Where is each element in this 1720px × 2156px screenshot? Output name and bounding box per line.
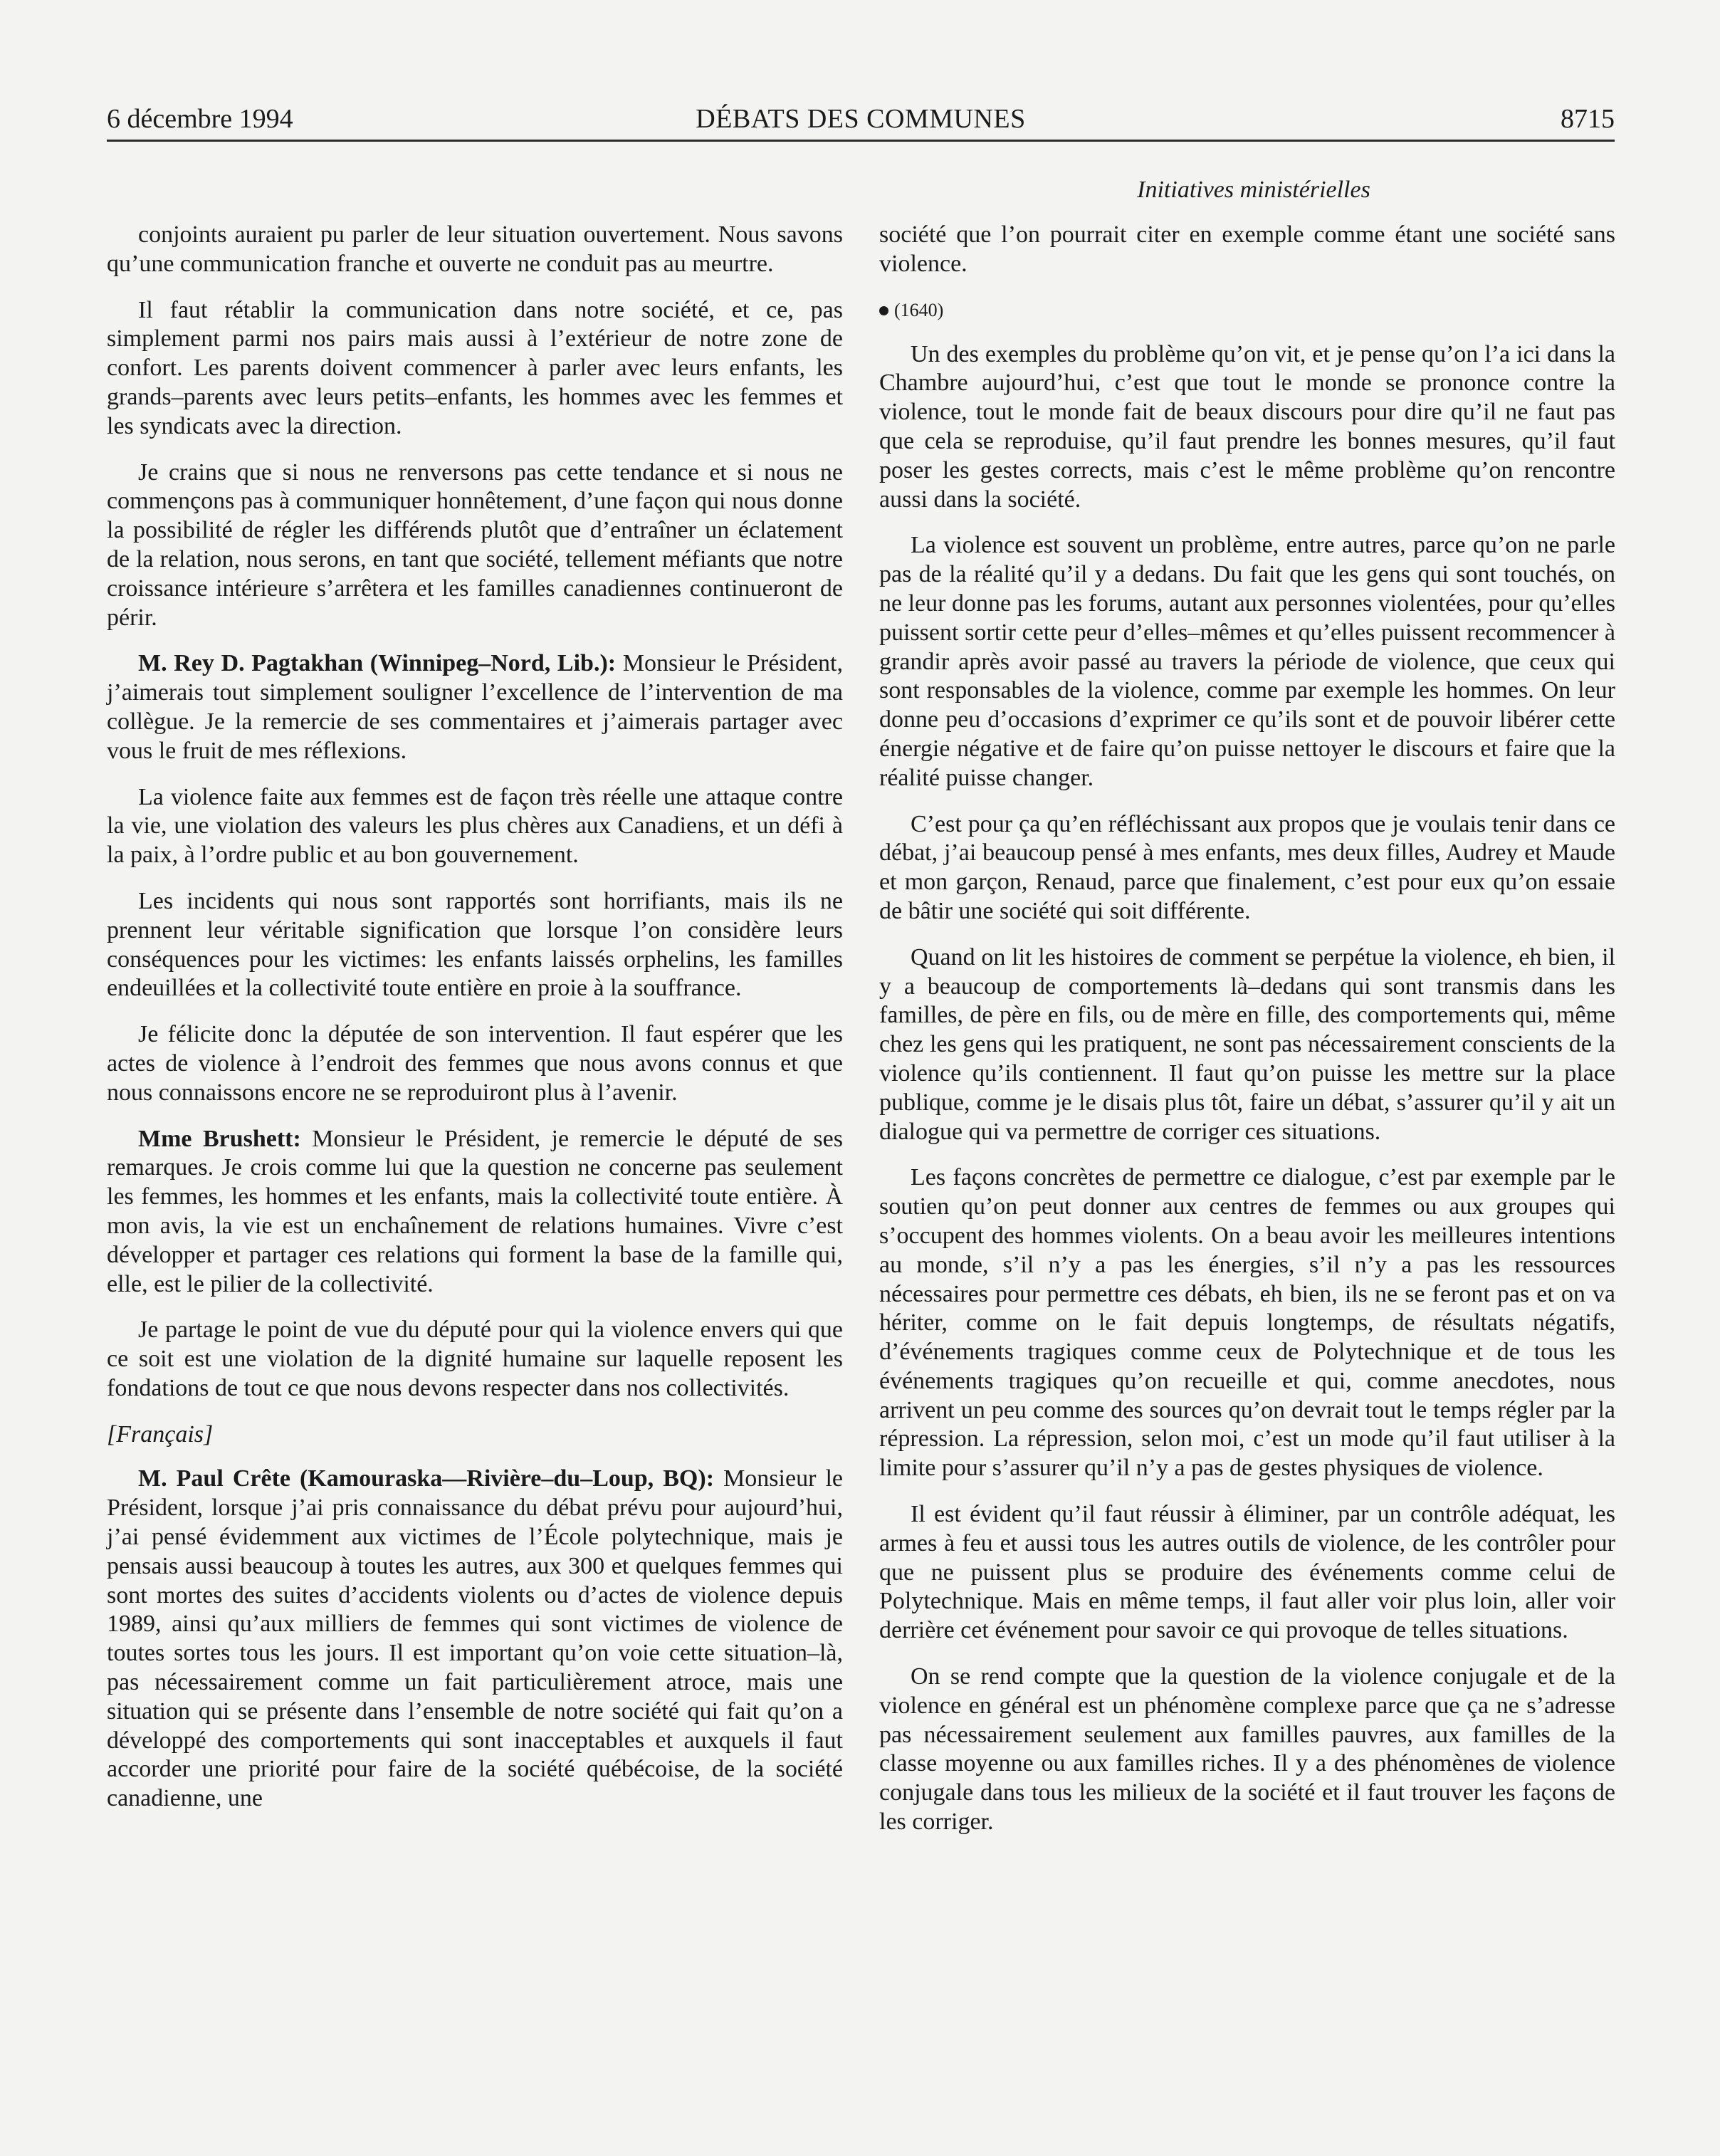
speaker-name: Mme Brushett: bbox=[138, 1125, 301, 1152]
paragraph-text: Il est évident qu’il faut réussir à éliminer, par un contrôle adéquat, les armes à feu et aussi tous les autres outils de violence, de les contrôler pour que ne puissent plus se produire des événements comme celui de Polytechnique. Mais en même temps, il faut aller voir plus loin, aller voir derrière cet événement pour savoir ce qui provoque de telles situations. bbox=[879, 1501, 1615, 1644]
paragraph-text: Je crains que si nous ne renversons pas cette tendance et si nous ne commençons pas à communiquer honnêtement, d’une façon qui nous donne la possibilité de régler les différends plutôt que d’entraîner un éclatement de la relation, nous serons, en tant que société, tellement méfiants que notre croissance intérieure s’arrêtera et les familles canadiennes continueront de périr. bbox=[107, 459, 843, 631]
paragraph bbox=[879, 531, 1615, 792]
speaker-name: M. Paul Crête (Kamouraska—Rivière–du–Loup, BQ): bbox=[138, 1465, 715, 1492]
paragraph bbox=[107, 1465, 843, 1814]
paragraph bbox=[107, 1316, 843, 1403]
paragraph bbox=[107, 887, 843, 1003]
header-date: 6 décembre 1994 bbox=[107, 104, 293, 134]
paragraph bbox=[107, 1125, 843, 1299]
header-page-number: 8715 bbox=[1561, 104, 1615, 134]
paragraph-text: Les façons concrètes de permettre ce dialogue, c’est par exemple par le soutien qu’on peut donner aux centres de femmes ou aux groupes qui s’occupent des hommes violents. On a beau avoir les meilleures intentions au monde, s’il n’y a pas les énergies, s’il n’y a pas les ressources nécessaires pour permettre ces débats, eh bien, ils ne se feront pas et on va hériter, comme on le fait depuis longtemps, de résultats négatifs, d’événements tragiques comme ceux de Polytechnique et de tous les événements tragiques qu’on recueille et qui, comme anecdotes, nous arrivent un peu comme des sources qu’on devrait tout le temps régler par la répression. La répression, selon moi, c’est un mode qu’il faut utiliser à la limite pour s’assurer qu’il n’y a pas de gestes physiques de violence. bbox=[879, 1164, 1615, 1482]
paragraph bbox=[879, 221, 1615, 279]
paragraph bbox=[107, 1020, 843, 1107]
paragraph bbox=[879, 1663, 1615, 1837]
paragraph-text: Monsieur le Président, lorsque j’ai pris connaissance du débat prévu pour aujourd’hui, j’ai pensé évidemment aux victimes de l’École polytechnique, mais je pensais aussi beaucoup à toutes les autres, aux 300 et quelques femmes qui sont mortes des suites d’accidents violents ou d’actes de violence depuis 1989, ainsi qu’aux milliers de femmes qui sont victimes de violence de toutes sortes tous les jours. Il est important qu’on voie cette situation–là, pas nécessairement comme un fait particulièrement atroce, mais une situation qui se présente dans l’ensemble de notre société qui fait qu’on a développé des comportements qui sont inacceptables et auxquels il faut accorder une priorité pour faire de la société québécoise, de la société canadienne, une bbox=[107, 1465, 843, 1812]
language-marker: [Français] bbox=[107, 1420, 214, 1448]
paragraph-text: C’est pour ça qu’en réfléchissant aux propos que je voulais tenir dans ce débat, j’ai beaucoup pensé à mes enfants, mes deux filles, Audrey et Maude et mon garçon, Renaud, parce que finalement, c’est pour eux qu’on essaie de bâtir une société qui soit différente. bbox=[879, 810, 1615, 924]
paragraph bbox=[107, 649, 843, 765]
paragraph bbox=[879, 943, 1615, 1147]
timestamp-text: (1640) bbox=[894, 299, 944, 320]
paragraph bbox=[879, 1500, 1615, 1645]
paragraph-text: Monsieur le Président, j’aimerais tout simplement souligner l’excellence de l’intervention de ma collègue. Je la remercie de ses commentaires et j’aimerais partager avec vous le fruit de mes réflexions. bbox=[107, 650, 843, 764]
paragraph bbox=[879, 1163, 1615, 1483]
paragraph-text: Il faut rétablir la communication dans notre société, et ce, pas simplement parmi nos pairs mais aussi à l’extérieur de notre zone de confort. Les parents doivent commencer à parler avec leurs enfants, les grands–parents avec leurs petits–enfants, les hommes avec les femmes et les syndicats avec la direction. bbox=[107, 296, 843, 439]
paragraph bbox=[107, 296, 843, 441]
paragraph-text: Je partage le point de vue du député pour qui la violence envers qui que ce soit est une violation de la dignité humaine sur laquelle reposent les fondations de tout ce que nous devons respecter dans nos collectivités. bbox=[107, 1317, 843, 1401]
paragraph bbox=[879, 340, 1615, 515]
paragraph-text: La violence est souvent un problème, entre autres, parce qu’on ne parle pas de la réalité qu’il y a dedans. Du fait que les gens qui sont touchés, on ne leur donne pas les forums, autant aux personnes violentées, pour qu’elles puissent sortir cette peur d’elles–mêmes et qu’elles puissent recommencer à grandir après avoir passé au travers la période de violence, que ceux qui sont responsables de la violence, comme par exemple les hommes. On leur donne peu d’occasions d’exprimer ce qu’ils sont et de pouvoir libérer cette énergie négative et de faire qu’on puisse nettoyer le discours et faire que la réalité puisse changer. bbox=[879, 532, 1615, 791]
paragraph-text: Monsieur le Président, je remercie le député de ses remarques. Je crois comme lui que la question ne concerne pas seulement les femmes, les hommes et les enfants, mais la collectivité toute entière. À mon avis, la vie est un enchaînement de relations humaines. Vivre c’est développer et partager ces relations qui forment la base de la famille qui, elle, est le pilier de la collectivité. bbox=[107, 1125, 843, 1297]
paragraph-text: On se rend compte que la question de la violence conjugale et de la violence en général est un phénomène complexe parce que ça ne s’adresse pas nécessairement seulement aux familles pauvres, aux familles de la classe moyenne ou aux familles riches. Il y a des phénomènes de violence conjugale dans tous les milieux de la société et il faut trouver les façons de les corriger. bbox=[879, 1663, 1615, 1836]
paragraph bbox=[107, 221, 843, 279]
header-title: DÉBATS DES COMMUNES bbox=[696, 104, 1026, 134]
paragraph-text: conjoints auraient pu parler de leur situation ouvertement. Nous savons qu’une communication franche et ouverte ne conduit pas au meurtre. bbox=[107, 221, 843, 277]
paragraph-text: Un des exemples du problème qu’on vit, et je pense qu’on l’a ici dans la Chambre aujourd’hui, c’est que tout le monde se prononce contre la violence, tout le monde fait de beaux discours pour dire qu’il ne faut pas que cela se reproduise, qu’il faut prendre les bonnes mesures, qu’il faut poser les gestes corrects, mais c’est le même problème qu’on rencontre aussi dans la société. bbox=[879, 340, 1615, 513]
bullet-icon bbox=[879, 306, 888, 315]
right-column bbox=[879, 221, 1615, 1854]
left-column bbox=[107, 221, 843, 1831]
paragraph-text: société que l’on pourrait citer en exemple comme étant une société sans violence. bbox=[879, 221, 1615, 277]
paragraph-text: Je félicite donc la députée de son intervention. Il faut espérer que les actes de violence à l’endroit des femmes que nous avons connus et que nous connaissons encore ne se reproduiront plus à l’avenir. bbox=[107, 1021, 843, 1106]
paragraph-text: Les incidents qui nous sont rapportés sont horrifiants, mais ils ne prennent leur véritable signification que lorsque l’on considère leurs conséquences pour les victimes: les enfants laissés orphelins, les familles endeuillées et la collectivité toute entière en proie à la souffrance. bbox=[107, 887, 843, 1002]
section-heading: Initiatives ministérielles bbox=[1137, 177, 1370, 203]
paragraph-text: La violence faite aux femmes est de façon très réelle une attaque contre la vie, une violation des valeurs les plus chères aux Canadiens, et un défi à la paix, à l’ordre public et au bon gouvernement. bbox=[107, 783, 843, 869]
paragraph-text: Quand on lit les histoires de comment se perpétue la violence, eh bien, il y a beaucoup de comportements là–dedans qui sont transmis dans les familles, de père en fils, ou de mère en fille, des comportements qui, même chez les gens qui les pratiquent, ne sont pas nécessairement conscients de la violence qu’ils contiennent. Il faut qu’on puisse les mettre sur la place publique, comme je le disais plus tôt, faire un débat, s’assurer qu’il y ait un dialogue qui va permettre de corriger ces situations. bbox=[879, 943, 1615, 1145]
paragraph bbox=[107, 459, 843, 633]
speaker-name: M. Rey D. Pagtakhan (Winnipeg–Nord, Lib.): bbox=[138, 650, 617, 677]
running-header bbox=[107, 98, 1615, 140]
header-rule bbox=[107, 140, 1615, 142]
timestamp bbox=[879, 296, 1615, 325]
paragraph bbox=[879, 810, 1615, 926]
paragraph bbox=[107, 783, 843, 870]
